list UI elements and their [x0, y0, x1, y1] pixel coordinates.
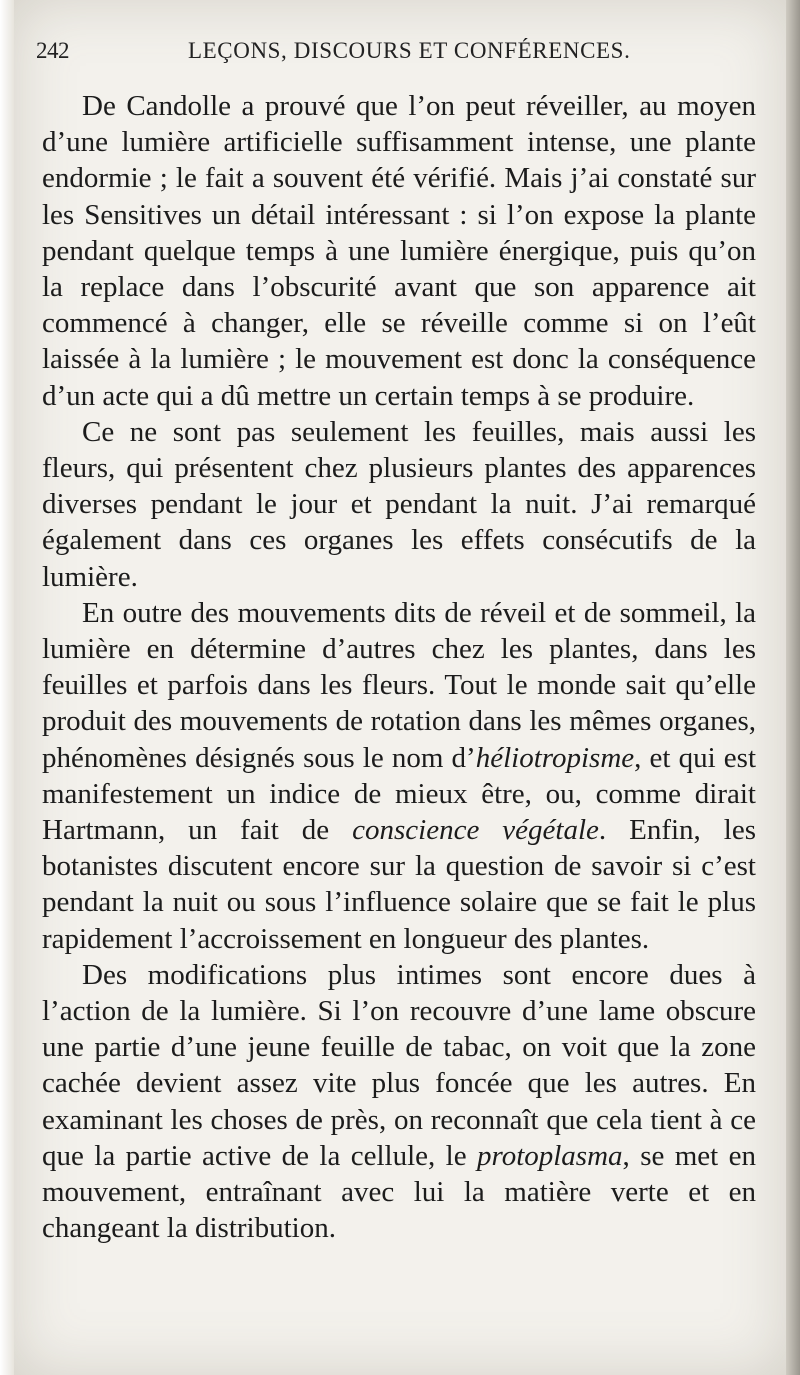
page-number: 242 — [36, 38, 69, 63]
term-protoplasma: protoplasma — [476, 1139, 623, 1172]
paragraph-1: De Candolle a prouvé que l’on peut réveiller, au moyen d’une lumière artificielle suffisamment intense, une plante endormie ; le fait a souvent été vérifié. Mais j’ai constaté sur les Sensitives un détail intéressant : si l’on expose la plante pendant quelque temps à une lumière énergique, puis qu’on la replace dans l’obscurité avant que son apparence ait commencé à changer, elle se réveille comme si on l’eût laissée à la lumière ; le mouvement est donc la conséquence d’un acte qui a dû mettre un certain temps à se produire. — [42, 90, 756, 412]
body-text — [42, 88, 756, 1247]
paragraph-3-text-b: , et qui est manifestement un indice de mieux être, ou, comme dirait Hartmann, un fait de — [42, 741, 756, 847]
term-heliotropisme: héliotropisme — [475, 741, 635, 774]
paragraph-3-text-a: En outre des mouvements dits de réveil et de sommeil, la lumière en détermine d’autres chez les plantes, dans les feuilles et parfois dans les fleurs. Tout le monde sait qu’elle produit des mouvements de rotation dans les mêmes organes, phénomènes désignés sous le nom d’ — [42, 596, 756, 774]
term-conscience-vegetale: conscience végétale — [352, 814, 599, 847]
paragraph-3 — [42, 595, 756, 957]
paragraph-2: Ce ne sont pas seulement les feuilles, mais aussi les fleurs, qui présentent chez plusieurs plantes des apparences diverses pendant le jour et pendant la nuit. J’ai remarqué également dans ces organes les effets consécutifs de la lumière. — [42, 415, 756, 593]
running-title: LEÇONS, DISCOURS ET CONFÉRENCES. — [188, 38, 631, 63]
paragraph-3-text-c: . Enfin, les botanistes discutent encore sur la question de savoir si c’est pendant la nuit ou sous l’influence solaire que se fait le plus rapidement l’accroissement en longueur des plantes. — [42, 814, 756, 955]
paragraph-4-text-b: , se met en mouvement, entraînant avec lui la matière verte et en changeant la distribution. — [42, 1139, 757, 1245]
paragraph-4 — [42, 957, 756, 1247]
page-header — [36, 38, 631, 74]
page-edge-left — [0, 0, 14, 1375]
paragraph-4-text-a: Des modifications plus intimes sont encore dues à l’action de la lumière. Si l’on recouvre d’une lame obscure une partie d’une jeune feuille de tabac, on voit que la zone cachée devient assez vite plus foncée que les autres. En examinant les choses de près, on reconnaît que cela tient à ce que la partie active de la cellule, le — [42, 958, 756, 1172]
page-edge-right — [786, 0, 800, 1375]
